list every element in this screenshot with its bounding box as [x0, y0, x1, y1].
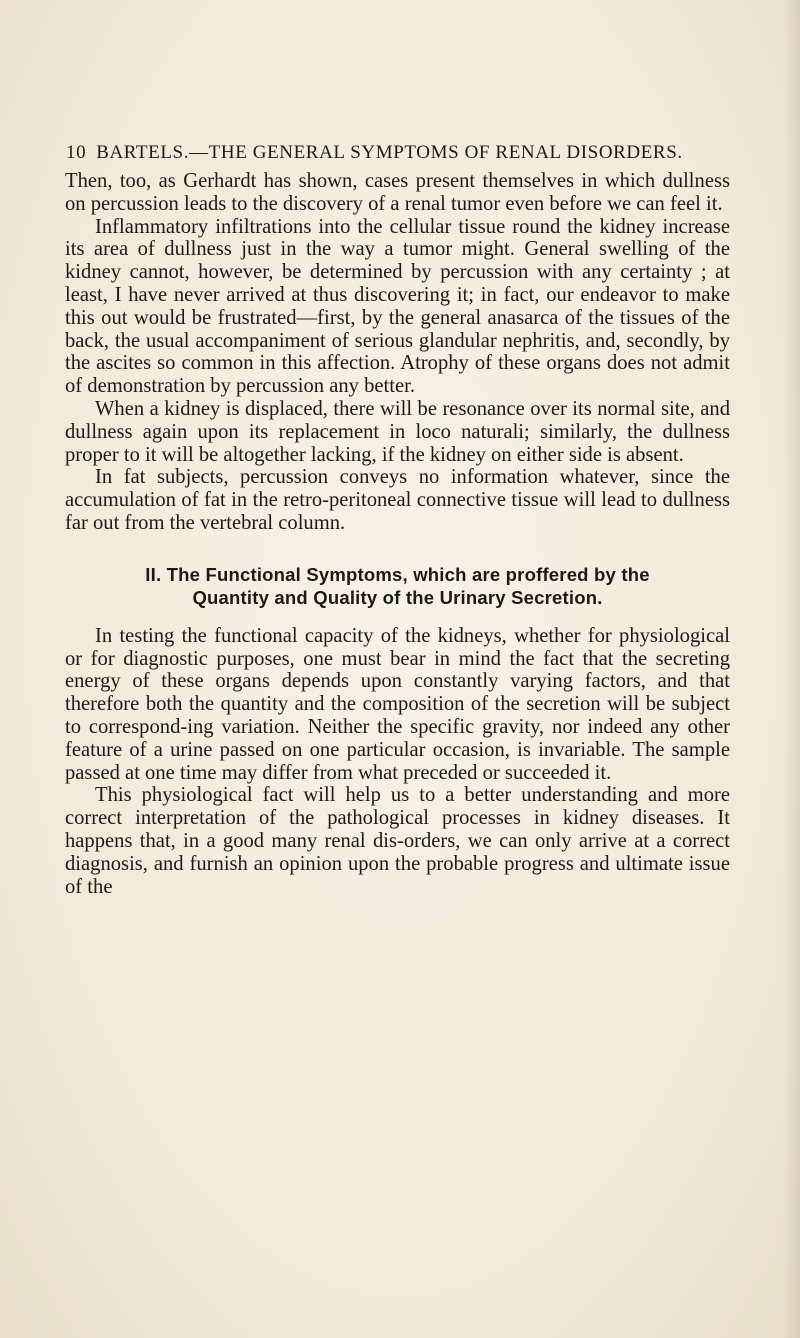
running-head — [66, 142, 726, 164]
paragraph: In testing the functional capacity of the kidneys, whether for physiological or for diagnostic purposes, one must bear in mind the fact that the secreting energy of these organs depends upon constantly varying factors, and that therefore both the quantity and the composition of the secretion will be subject to correspond-ing variation. Neither the specific gravity, nor indeed any other feature of a urine passed on one particular occasion, is invariable. The sample passed at one time may differ from what preceded or succeeded it. — [65, 624, 730, 784]
section-heading-line-1: II. The Functional Symptoms, which are proffered by the — [145, 563, 650, 585]
body-text — [65, 170, 730, 898]
section-heading-line-2: Quantity and Quality of the Urinary Secretion. — [192, 586, 603, 608]
paragraph: In fat subjects, percussion conveys no information whatever, since the accumulation of fat in the retro-peritoneal connective tissue will lead to dullness far out from the vertebral column. — [65, 466, 730, 534]
paragraph: Inflammatory infiltrations into the cellular tissue round the kidney increase its area of dullness just in the way a tumor might. General swelling of the kidney cannot, however, be determined by percussion with any certainty ; at least, I have never arrived at thus discovering it; in fact, our endeavor to make this out would be frustrated—first, by the general anasarca of the tissues of the back, the usual accompaniment of serious glandular nephritis, and, secondly, by the ascites so common in this affection. Atrophy of these organs does not admit of demonstration by percussion any better. — [65, 215, 730, 398]
paragraph: This physiological fact will help us to a better understanding and more correct interpretation of the pathological processes in kidney diseases. It happens that, in a good many renal dis-orders, we can only arrive at a correct diagnosis, and furnish an opinion upon the probable progress and ultimate issue of the — [65, 784, 730, 898]
paragraph: Then, too, as Gerhardt has shown, cases present themselves in which dullness on percussion leads to the discovery of a renal tumor even before we can feel it. — [65, 170, 730, 215]
page-edge-shadow — [782, 0, 800, 1338]
running-head-title: BARTELS.—THE GENERAL SYMPTOMS OF RENAL DISORDERS. — [96, 142, 683, 163]
section-heading — [65, 563, 730, 609]
paragraph: When a kidney is displaced, there will be resonance over its normal site, and dullness again upon its replacement in loco naturali; similarly, the dullness proper to it will be altogether lacking, if the kidney on either side is absent. — [65, 397, 730, 466]
page-number: 10 — [66, 142, 87, 163]
